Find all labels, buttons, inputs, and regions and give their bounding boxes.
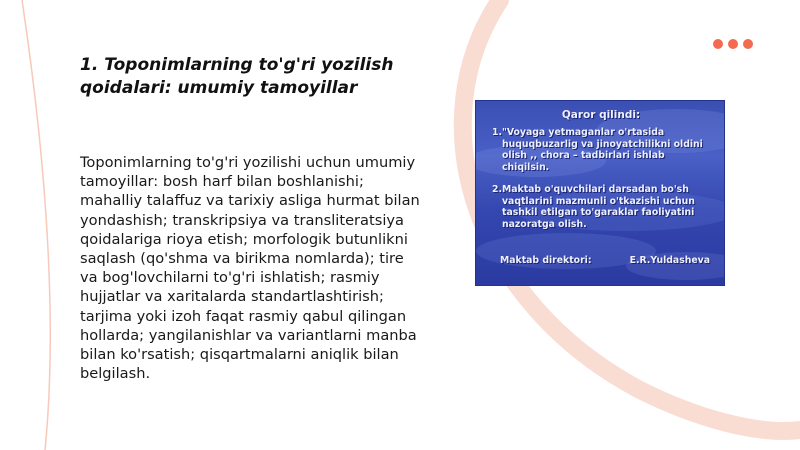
decree-text <box>476 101 725 286</box>
decree-item <box>492 127 714 173</box>
decree-item-number: 2. <box>492 184 503 195</box>
decree-image <box>475 100 725 286</box>
dot <box>728 39 738 49</box>
dot <box>743 39 753 49</box>
decree-item-number: 1. <box>492 127 503 138</box>
signature-name: E.R.Yuldasheva <box>629 255 710 266</box>
decree-heading: Qaror qilindi: <box>561 109 641 121</box>
dot <box>713 39 723 49</box>
more-dots-icon <box>713 39 753 49</box>
decree-signature <box>500 255 710 267</box>
decree-item-text: "Voyaga yetmaganlar o'rtasida huquqbuzarlig va jinoyatchilikni oldini olish ,, chora – tadbirlari ishlab chiqilsin. <box>502 127 703 173</box>
slide-body-text: Toponimlarning to'g'ri yozilishi uchun umumiy tamoyillar: bosh harf bilan boshlanishi; mahalliy talaffuz va tarixiy asliga hurmat bilan yondashish; transkripsiya va transliteratsiya qoidalariga rioya etish; morfologik butunlikni saqlash (qo'shma va birikma nomlarda); tire va bog'lovchilarni to'g'ri ishlatish; rasmiy hujjatlar va xaritalarda standartlashtirish; tarjima yoki izoh faqat rasmiy qabul qilingan hollarda; yangilanishlar va variantlarni manba bilan ko'rsatish; qisqartmalarni aniqlik bilan belgilash. <box>80 154 420 383</box>
decree-item-text: Maktab o'quvchilari darsadan bo'sh vaqtlarini mazmunli o'tkazishi uchun tashkil etilgan to'garaklar faoliyatini nazoratga olish. <box>502 184 695 230</box>
decree-item <box>492 184 714 230</box>
signature-role: Maktab direktori: <box>500 255 592 266</box>
slide-title: 1. Toponimlarning to'g'ri yozilish qoidalari: umumiy tamoyillar <box>80 55 394 98</box>
